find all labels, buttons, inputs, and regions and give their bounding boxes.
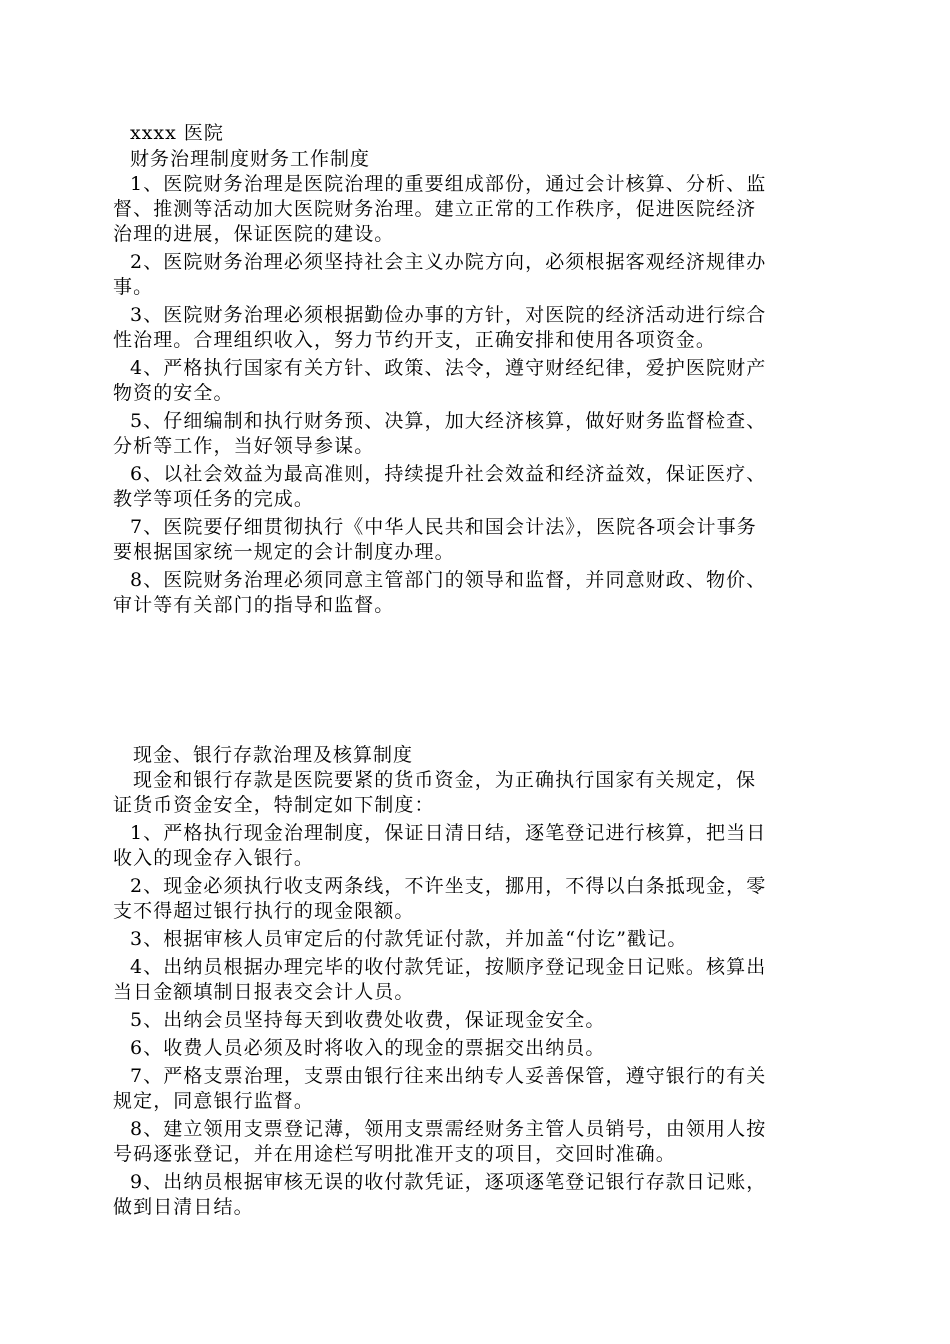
list-item: 5、仔细编制和执行财务预、决算，加大经济核算，做好财务监督检查、 分析等工作，当好领导参谋。 [113,410,767,457]
list-item: 2、医院财务治理必须坚持社会主义办院方向，必须根据客观经济规律办 事。 [113,251,767,298]
list-item: 4、严格执行国家有关方针、政策、法令，遵守财经纪律，爱护医院财产 物资的安全。 [113,357,767,404]
list-item: 6、以社会效益为最高准则，持续提升社会效益和经济益效，保证医疗、 教学等项任务的完成。 [113,463,767,510]
list-item: 8、医院财务治理必须同意主管部门的领导和监督，并同意财政、物价、 审计等有关部门的指导和监督。 [113,569,767,616]
list-item: 6、收费人员必须及时将收入的现金的票据交出纳员。 [130,1037,606,1059]
list-item: 4、出纳员根据办理完毕的收付款凭证，按顺序登记现金日记账。核算出 当日金额填制日报表交会计人员。 [113,956,767,1003]
intro-paragraph: 现金和银行存款是医院要紧的货币资金，为正确执行国家有关规定，保 证货币资金安全，特制定如下制度： [113,769,757,816]
list-item: 7、医院要仔细贯彻执行《中华人民共和国会计法》，医院各项会计事务 要根据国家统一规定的会计制度办理。 [113,516,757,563]
list-item: 1、医院财务治理是医院治理的重要组成部份，通过会计核算、分析、监 督、推测等活动加大医院财务治理。建立正常的工作秩序，促进医院经济 治理的进展，保证医院的建设。 [113,173,767,245]
list-item: 1、严格执行现金治理制度，保证日清日结，逐笔登记进行核算，把当日 收入的现金存入银行。 [113,822,767,869]
cash-management-section [113,742,835,1223]
hospital-name: xxxx 医院 [130,122,224,144]
list-item: 7、严格支票治理，支票由银行往来出纳专人妥善保管，遵守银行的有关 规定，同意银行监督。 [113,1065,767,1112]
list-item: 2、现金必须执行收支两条线，不许坐支，挪用，不得以白条抵现金，零 支不得超过银行执行的现金限额。 [113,875,767,922]
section-heading-cash: 现金、银行存款治理及核算制度 [133,744,414,766]
list-item: 5、出纳会员坚持每天到收费处收费，保证现金安全。 [130,1009,606,1031]
list-item: 3、医院财务治理必须根据勤俭办事的方针，对医院的经济活动进行综合 性治理。合理组织收入，努力节约开支，正确安排和使用各项资金。 [113,304,767,351]
list-item: 8、建立领用支票登记薄，领用支票需经财务主管人员销号，由领用人按 号码逐张登记，并在用途栏写明批准开支的项目，交回时准确。 [113,1118,767,1165]
financial-management-section [113,120,835,621]
list-item: 3、根据审核人员审定后的付款凭证付款，并加盖“付讫”戳记。 [130,928,688,950]
list-item: 9、出纳员根据审核无误的收付款凭证，逐项逐笔登记银行存款日记账， 做到日清日结。 [113,1171,767,1218]
section-heading-financial: 财务治理制度财务工作制度 [130,148,371,170]
